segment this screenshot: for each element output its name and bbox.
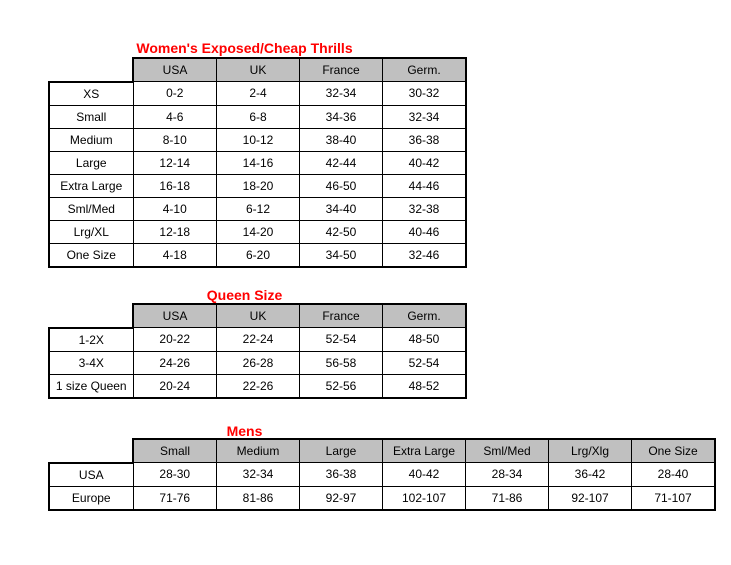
column-header: France: [300, 58, 383, 82]
table-row: [49, 174, 466, 197]
column-header: Germ.: [383, 58, 467, 82]
size-cell: 34-50: [300, 243, 383, 267]
row-label: Extra Large: [49, 174, 133, 197]
size-cell: 20-24: [133, 374, 217, 398]
column-header: Large: [300, 439, 383, 463]
column-header: USA: [133, 58, 217, 82]
size-cell: 24-26: [133, 351, 217, 374]
size-cell: 34-36: [300, 105, 383, 128]
size-cell: 44-46: [383, 174, 467, 197]
size-cell: 40-42: [383, 463, 466, 487]
size-cell: 92-107: [549, 486, 632, 510]
size-cell: 8-10: [133, 128, 217, 151]
size-cell: 40-42: [383, 151, 467, 174]
size-cell: 4-6: [133, 105, 217, 128]
size-cell: 48-52: [383, 374, 467, 398]
size-cell: 22-26: [217, 374, 300, 398]
size-cell: 6-12: [217, 197, 300, 220]
column-header: UK: [217, 304, 300, 328]
row-label: Sml/Med: [49, 197, 133, 220]
table-row: [49, 243, 466, 267]
size-cell: 4-18: [133, 243, 217, 267]
size-cell: 32-38: [383, 197, 467, 220]
corner-spacer: [49, 58, 133, 82]
table-row: [49, 328, 466, 352]
table-row: [49, 351, 466, 374]
size-cell: 12-18: [133, 220, 217, 243]
row-label: 1 size Queen: [49, 374, 133, 398]
size-cell: 56-58: [300, 351, 383, 374]
row-label: Lrg/XL: [49, 220, 133, 243]
column-header: Extra Large: [383, 439, 466, 463]
size-cell: 4-10: [133, 197, 217, 220]
size-cell: 36-42: [549, 463, 632, 487]
size-cell: 28-40: [632, 463, 716, 487]
row-label: Europe: [49, 486, 133, 510]
size-cell: 32-34: [217, 463, 300, 487]
queen-size-table: [48, 303, 467, 399]
size-cell: 36-38: [383, 128, 467, 151]
row-label: Medium: [49, 128, 133, 151]
table-row: [49, 128, 466, 151]
size-cell: 102-107: [383, 486, 466, 510]
column-header: France: [300, 304, 383, 328]
table-row: [49, 105, 466, 128]
size-cell: 14-20: [217, 220, 300, 243]
size-cell: 71-86: [466, 486, 549, 510]
table-row: [49, 197, 466, 220]
row-label: XS: [49, 82, 133, 106]
size-cell: 30-32: [383, 82, 467, 106]
size-cell: 2-4: [217, 82, 300, 106]
table-row: [49, 463, 715, 487]
column-header: Small: [133, 439, 217, 463]
table-row: [49, 374, 466, 398]
size-cell: 28-34: [466, 463, 549, 487]
size-cell: 32-34: [383, 105, 467, 128]
size-cell: 71-76: [133, 486, 217, 510]
size-cell: 28-30: [133, 463, 217, 487]
size-cell: 34-40: [300, 197, 383, 220]
corner-spacer: [49, 304, 133, 328]
womens-size-table: [48, 57, 467, 268]
size-cell: 81-86: [217, 486, 300, 510]
size-cell: 32-34: [300, 82, 383, 106]
size-cell: 14-16: [217, 151, 300, 174]
size-cell: 12-14: [133, 151, 217, 174]
size-cell: 71-107: [632, 486, 716, 510]
row-label: One Size: [49, 243, 133, 267]
row-label: Large: [49, 151, 133, 174]
size-cell: 52-56: [300, 374, 383, 398]
column-header: UK: [217, 58, 300, 82]
size-cell: 22-24: [217, 328, 300, 352]
table-row: [49, 151, 466, 174]
size-cell: 52-54: [300, 328, 383, 352]
size-cell: 42-44: [300, 151, 383, 174]
table-row: [49, 486, 715, 510]
mens-size-table: [48, 438, 716, 511]
column-header: Germ.: [383, 304, 467, 328]
size-cell: 0-2: [133, 82, 217, 106]
table-row: [49, 220, 466, 243]
size-cell: 92-97: [300, 486, 383, 510]
row-label: 1-2X: [49, 328, 133, 352]
size-cell: 36-38: [300, 463, 383, 487]
row-label: USA: [49, 463, 133, 487]
section-title-womens: Women's Exposed/Cheap Thrills: [136, 40, 353, 56]
size-cell: 10-12: [217, 128, 300, 151]
size-cell: 6-8: [217, 105, 300, 128]
row-label: Small: [49, 105, 133, 128]
size-cell: 38-40: [300, 128, 383, 151]
column-header: Lrg/Xlg: [549, 439, 632, 463]
size-cell: 46-50: [300, 174, 383, 197]
column-header: Sml/Med: [466, 439, 549, 463]
header-row: [49, 304, 466, 328]
size-cell: 18-20: [217, 174, 300, 197]
column-header: USA: [133, 304, 217, 328]
size-cell: 48-50: [383, 328, 467, 352]
header-row: [49, 439, 715, 463]
size-cell: 6-20: [217, 243, 300, 267]
size-cell: 32-46: [383, 243, 467, 267]
size-cell: 42-50: [300, 220, 383, 243]
size-cell: 52-54: [383, 351, 467, 374]
row-label: 3-4X: [49, 351, 133, 374]
size-cell: 40-46: [383, 220, 467, 243]
section-title-queen: Queen Size: [206, 287, 283, 303]
header-row: [49, 58, 466, 82]
size-cell: 26-28: [217, 351, 300, 374]
size-cell: 16-18: [133, 174, 217, 197]
table-row: [49, 82, 466, 106]
section-title-mens: Mens: [226, 423, 263, 439]
corner-spacer: [49, 439, 133, 463]
column-header: One Size: [632, 439, 716, 463]
size-cell: 20-22: [133, 328, 217, 352]
column-header: Medium: [217, 439, 300, 463]
